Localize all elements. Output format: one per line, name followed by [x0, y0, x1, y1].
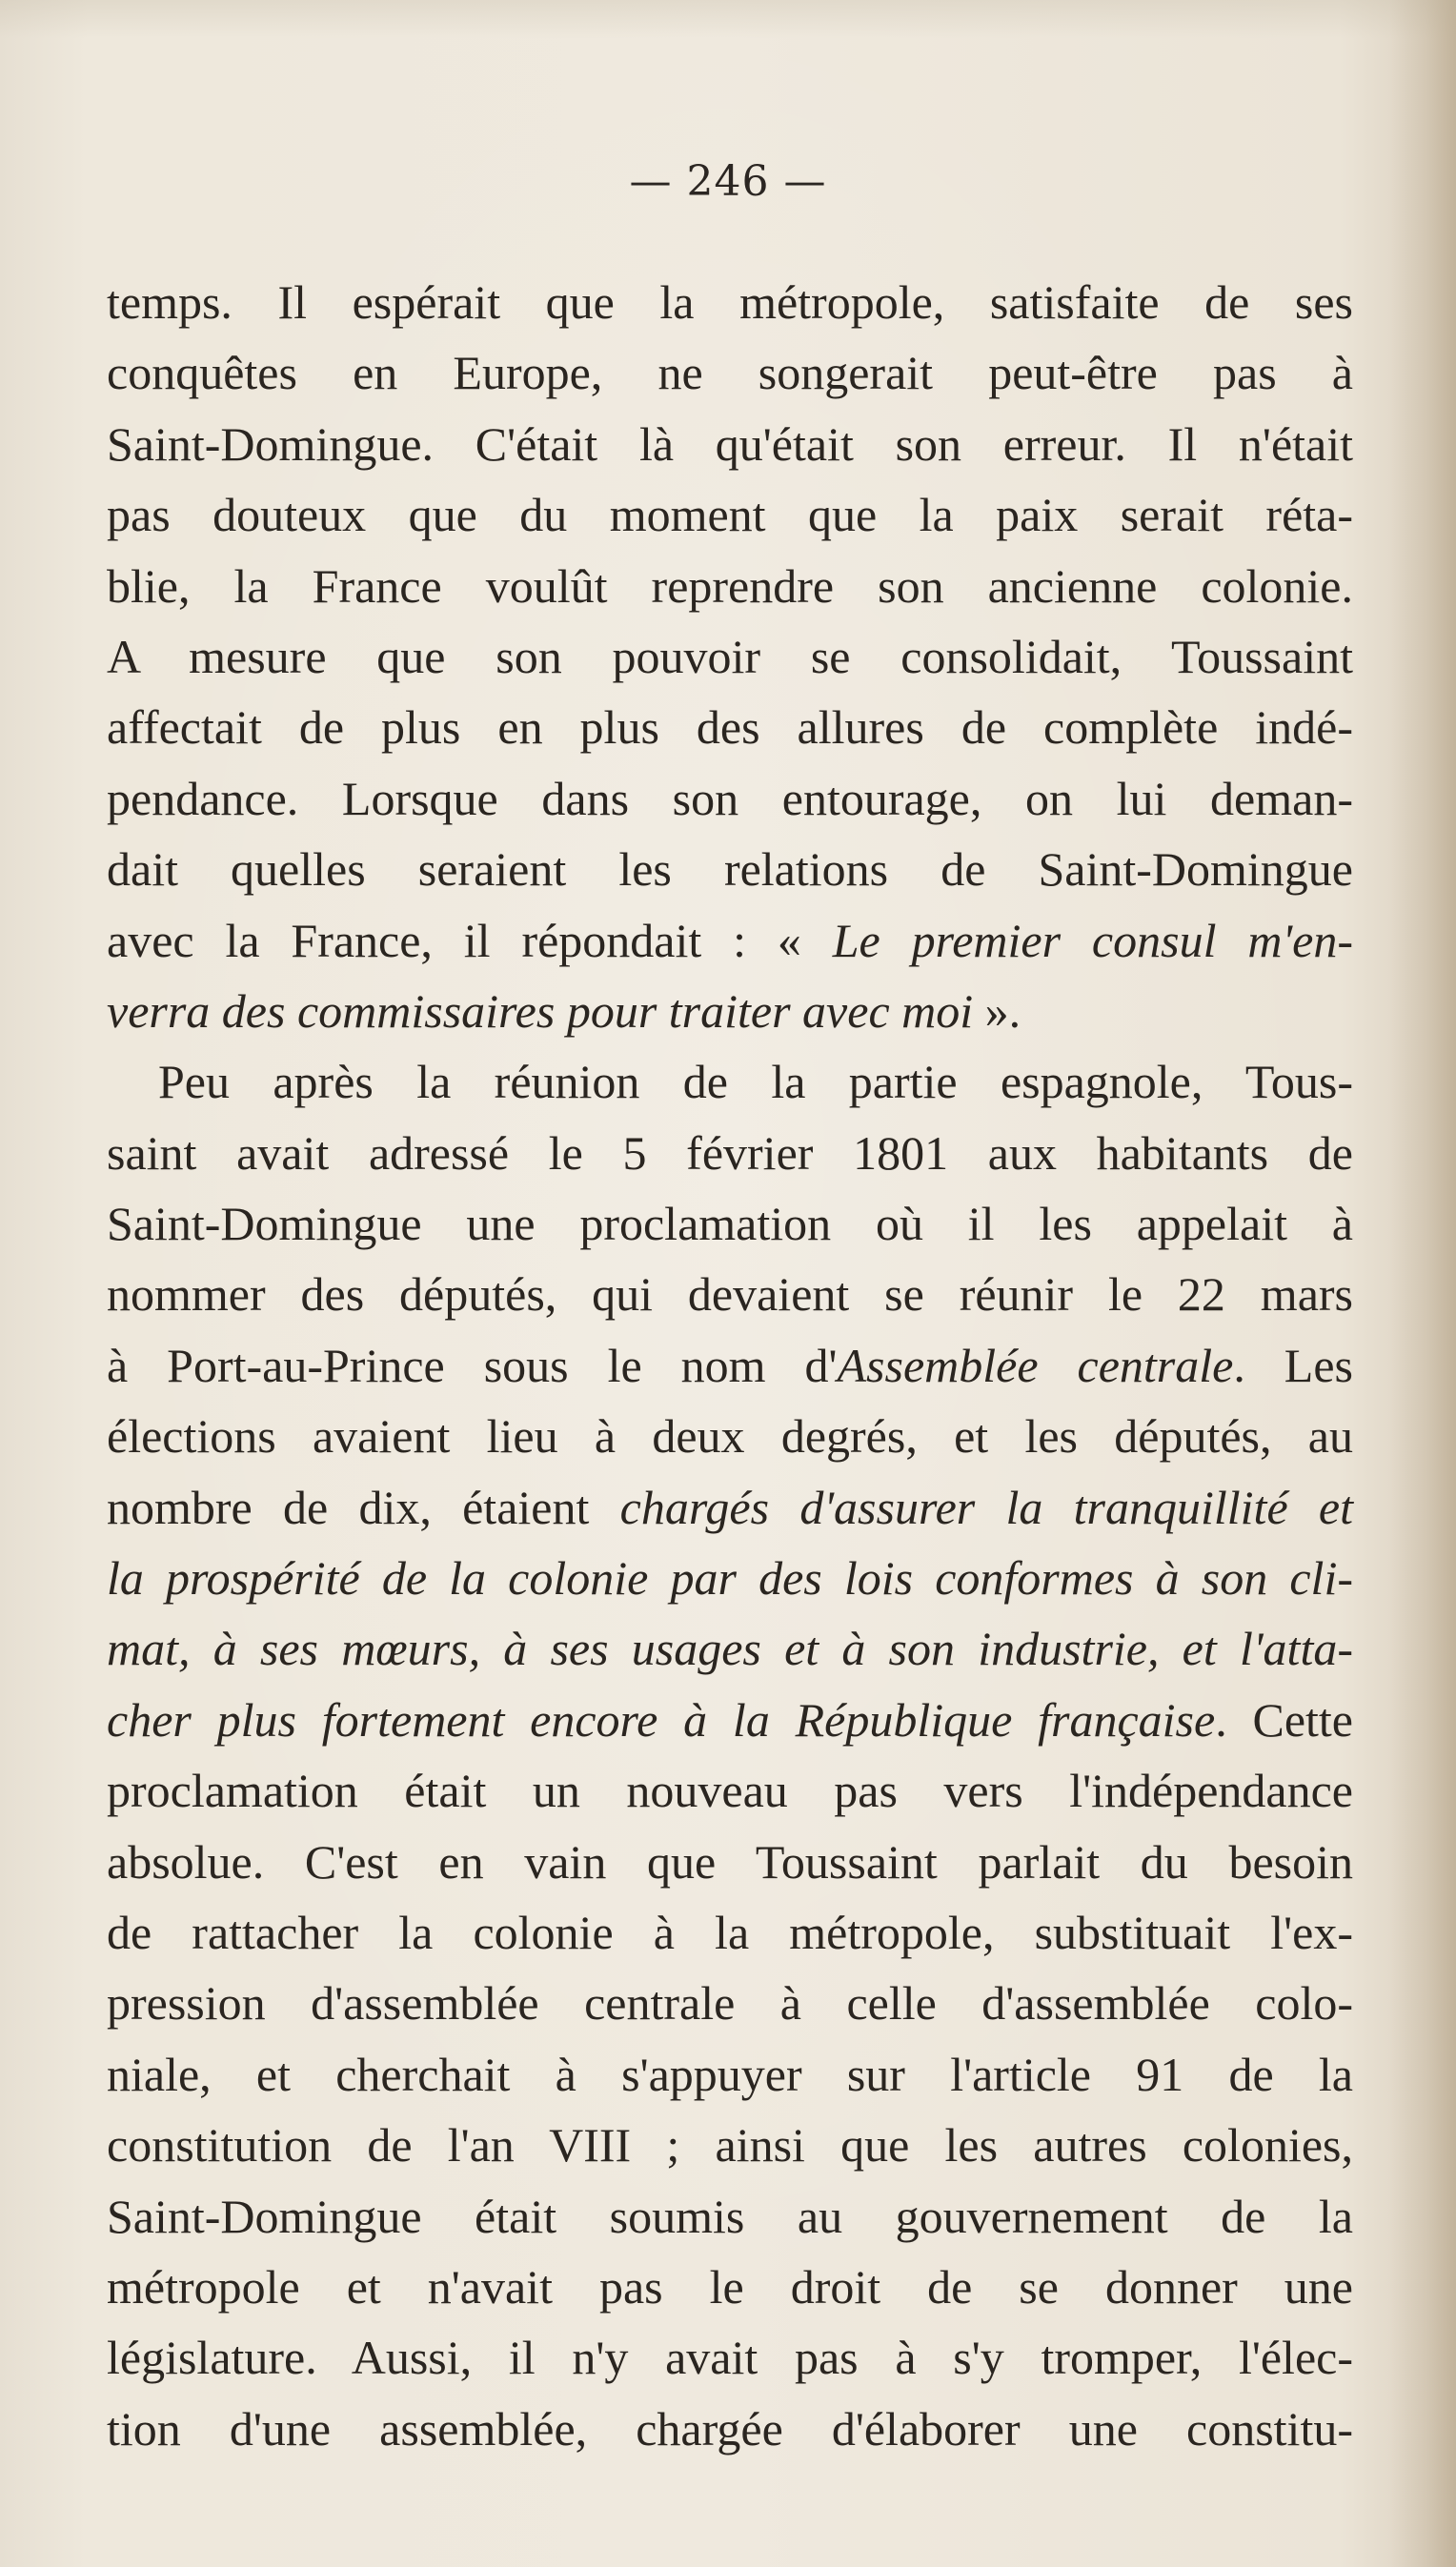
text-segment: tion d'une assemblée, chargée d'élaborer une constitu-	[107, 2401, 1353, 2456]
text-line	[107, 337, 1353, 408]
text-line	[107, 621, 1353, 692]
text-line	[107, 1685, 1353, 1755]
page-number: — 246 —	[629, 157, 827, 206]
text-line	[107, 2322, 1353, 2393]
text-line	[107, 1472, 1353, 1543]
text-line	[107, 1897, 1353, 1968]
text-line	[107, 1827, 1353, 1897]
italic-text-segment: Assemblée centrale	[837, 1338, 1234, 1392]
text-line	[107, 1118, 1353, 1188]
text-segment: Saint-Domingue était soumis au gouvernement de la	[107, 2189, 1353, 2243]
text-segment: pression d'assemblée centrale à celle d'assemblée colo-	[107, 1976, 1353, 2031]
page-edge-shadow	[1389, 0, 1456, 2567]
italic-text-segment: verra des commissaires pour traiter avec moi	[107, 983, 974, 1038]
text-segment: affectait de plus en plus des allures de complète indé-	[107, 700, 1353, 755]
text-line	[107, 1968, 1353, 2038]
text-line	[107, 1330, 1353, 1401]
text-line	[107, 905, 1353, 976]
text-line	[107, 2252, 1353, 2322]
text-line	[107, 409, 1353, 479]
text-segment: Saint-Domingue une proclamation où il les appelait à	[107, 1197, 1353, 1251]
italic-text-segment: Le premier consul m'en-	[832, 913, 1353, 967]
text-segment: proclamation était un nouveau pas vers l'indépendance	[107, 1764, 1353, 1818]
text-segment: . Les	[1233, 1338, 1354, 1392]
text-segment: dait quelles seraient les relations de Saint-Domingue	[107, 842, 1353, 897]
text-segment: . Cette	[1215, 1692, 1353, 1747]
text-segment: niale, et cherchait à s'appuyer sur l'article 91 de la	[107, 2047, 1353, 2101]
text-line	[107, 1259, 1353, 1329]
text-segment: à Port-au-Prince sous le nom d'	[107, 1338, 838, 1392]
text-segment: nombre de dix, étaient	[107, 1480, 620, 1534]
text-line	[107, 479, 1353, 550]
text-line	[107, 1401, 1353, 1471]
text-line	[107, 2181, 1353, 2252]
text-line	[107, 1755, 1353, 1826]
text-segment: avec la France, il répondait : «	[107, 913, 833, 967]
italic-text-segment: cher plus fortement encore à la République française	[107, 1692, 1216, 1747]
text-line	[107, 1613, 1353, 1684]
text-line	[107, 763, 1353, 834]
text-line	[107, 2039, 1353, 2110]
text-segment: temps. Il espérait que la métropole, satisfaite de ses	[107, 275, 1353, 329]
text-segment: A mesure que son pouvoir se consolidait, Toussaint	[107, 629, 1353, 683]
text-segment: Peu après la réunion de la partie espagnole, Tous-	[158, 1055, 1353, 1109]
text-segment: nommer des députés, qui devaient se réunir le 22 mars	[107, 1267, 1353, 1322]
text-line	[107, 1543, 1353, 1613]
text-segment: saint avait adressé le 5 février 1801 aux habitants de	[107, 1125, 1353, 1180]
italic-text-segment: chargés d'assurer la tranquillité et	[619, 1480, 1353, 1534]
text-segment: législature. Aussi, il n'y avait pas à s'y tromper, l'élec-	[107, 2331, 1353, 2385]
text-segment: conquêtes en Europe, ne songerait peut-être pas à	[107, 346, 1353, 400]
text-segment: pendance. Lorsque dans son entourage, on lui deman-	[107, 771, 1353, 825]
text-segment: élections avaient lieu à deux degrés, et les députés, au	[107, 1409, 1353, 1464]
text-segment: pas douteux que du moment que la paix serait réta-	[107, 488, 1353, 542]
text-segment: ».	[973, 983, 1021, 1038]
text-segment: absolue. C'est en vain que Toussaint parlait du besoin	[107, 1834, 1353, 1889]
text-line	[107, 976, 1353, 1046]
text-segment: métropole et n'avait pas le droit de se donner une	[107, 2259, 1353, 2314]
text-line	[107, 2394, 1353, 2464]
text-segment: blie, la France voulût reprendre son ancienne colonie.	[107, 558, 1353, 613]
italic-text-segment: la prospérité de la colonie par des lois conformes à son cli-	[107, 1551, 1353, 1606]
text-line	[107, 267, 1353, 337]
text-line	[107, 1188, 1353, 1259]
italic-text-segment: mat, à ses mœurs, à ses usages et à son industrie, et l'atta-	[107, 1622, 1353, 1676]
text-segment: de rattacher la colonie à la métropole, substituait l'ex-	[107, 1905, 1353, 1959]
body-text	[107, 267, 1353, 2464]
text-segment: Saint-Domingue. C'était là qu'était son erreur. Il n'était	[107, 416, 1353, 471]
text-line	[107, 834, 1353, 904]
text-line	[107, 551, 1353, 621]
text-line	[107, 2110, 1353, 2180]
text-line	[107, 1046, 1353, 1117]
text-line	[107, 692, 1353, 762]
page-top-shadow	[0, 0, 1456, 38]
text-segment: constitution de l'an VIII ; ainsi que les autres colonies,	[107, 2118, 1353, 2173]
